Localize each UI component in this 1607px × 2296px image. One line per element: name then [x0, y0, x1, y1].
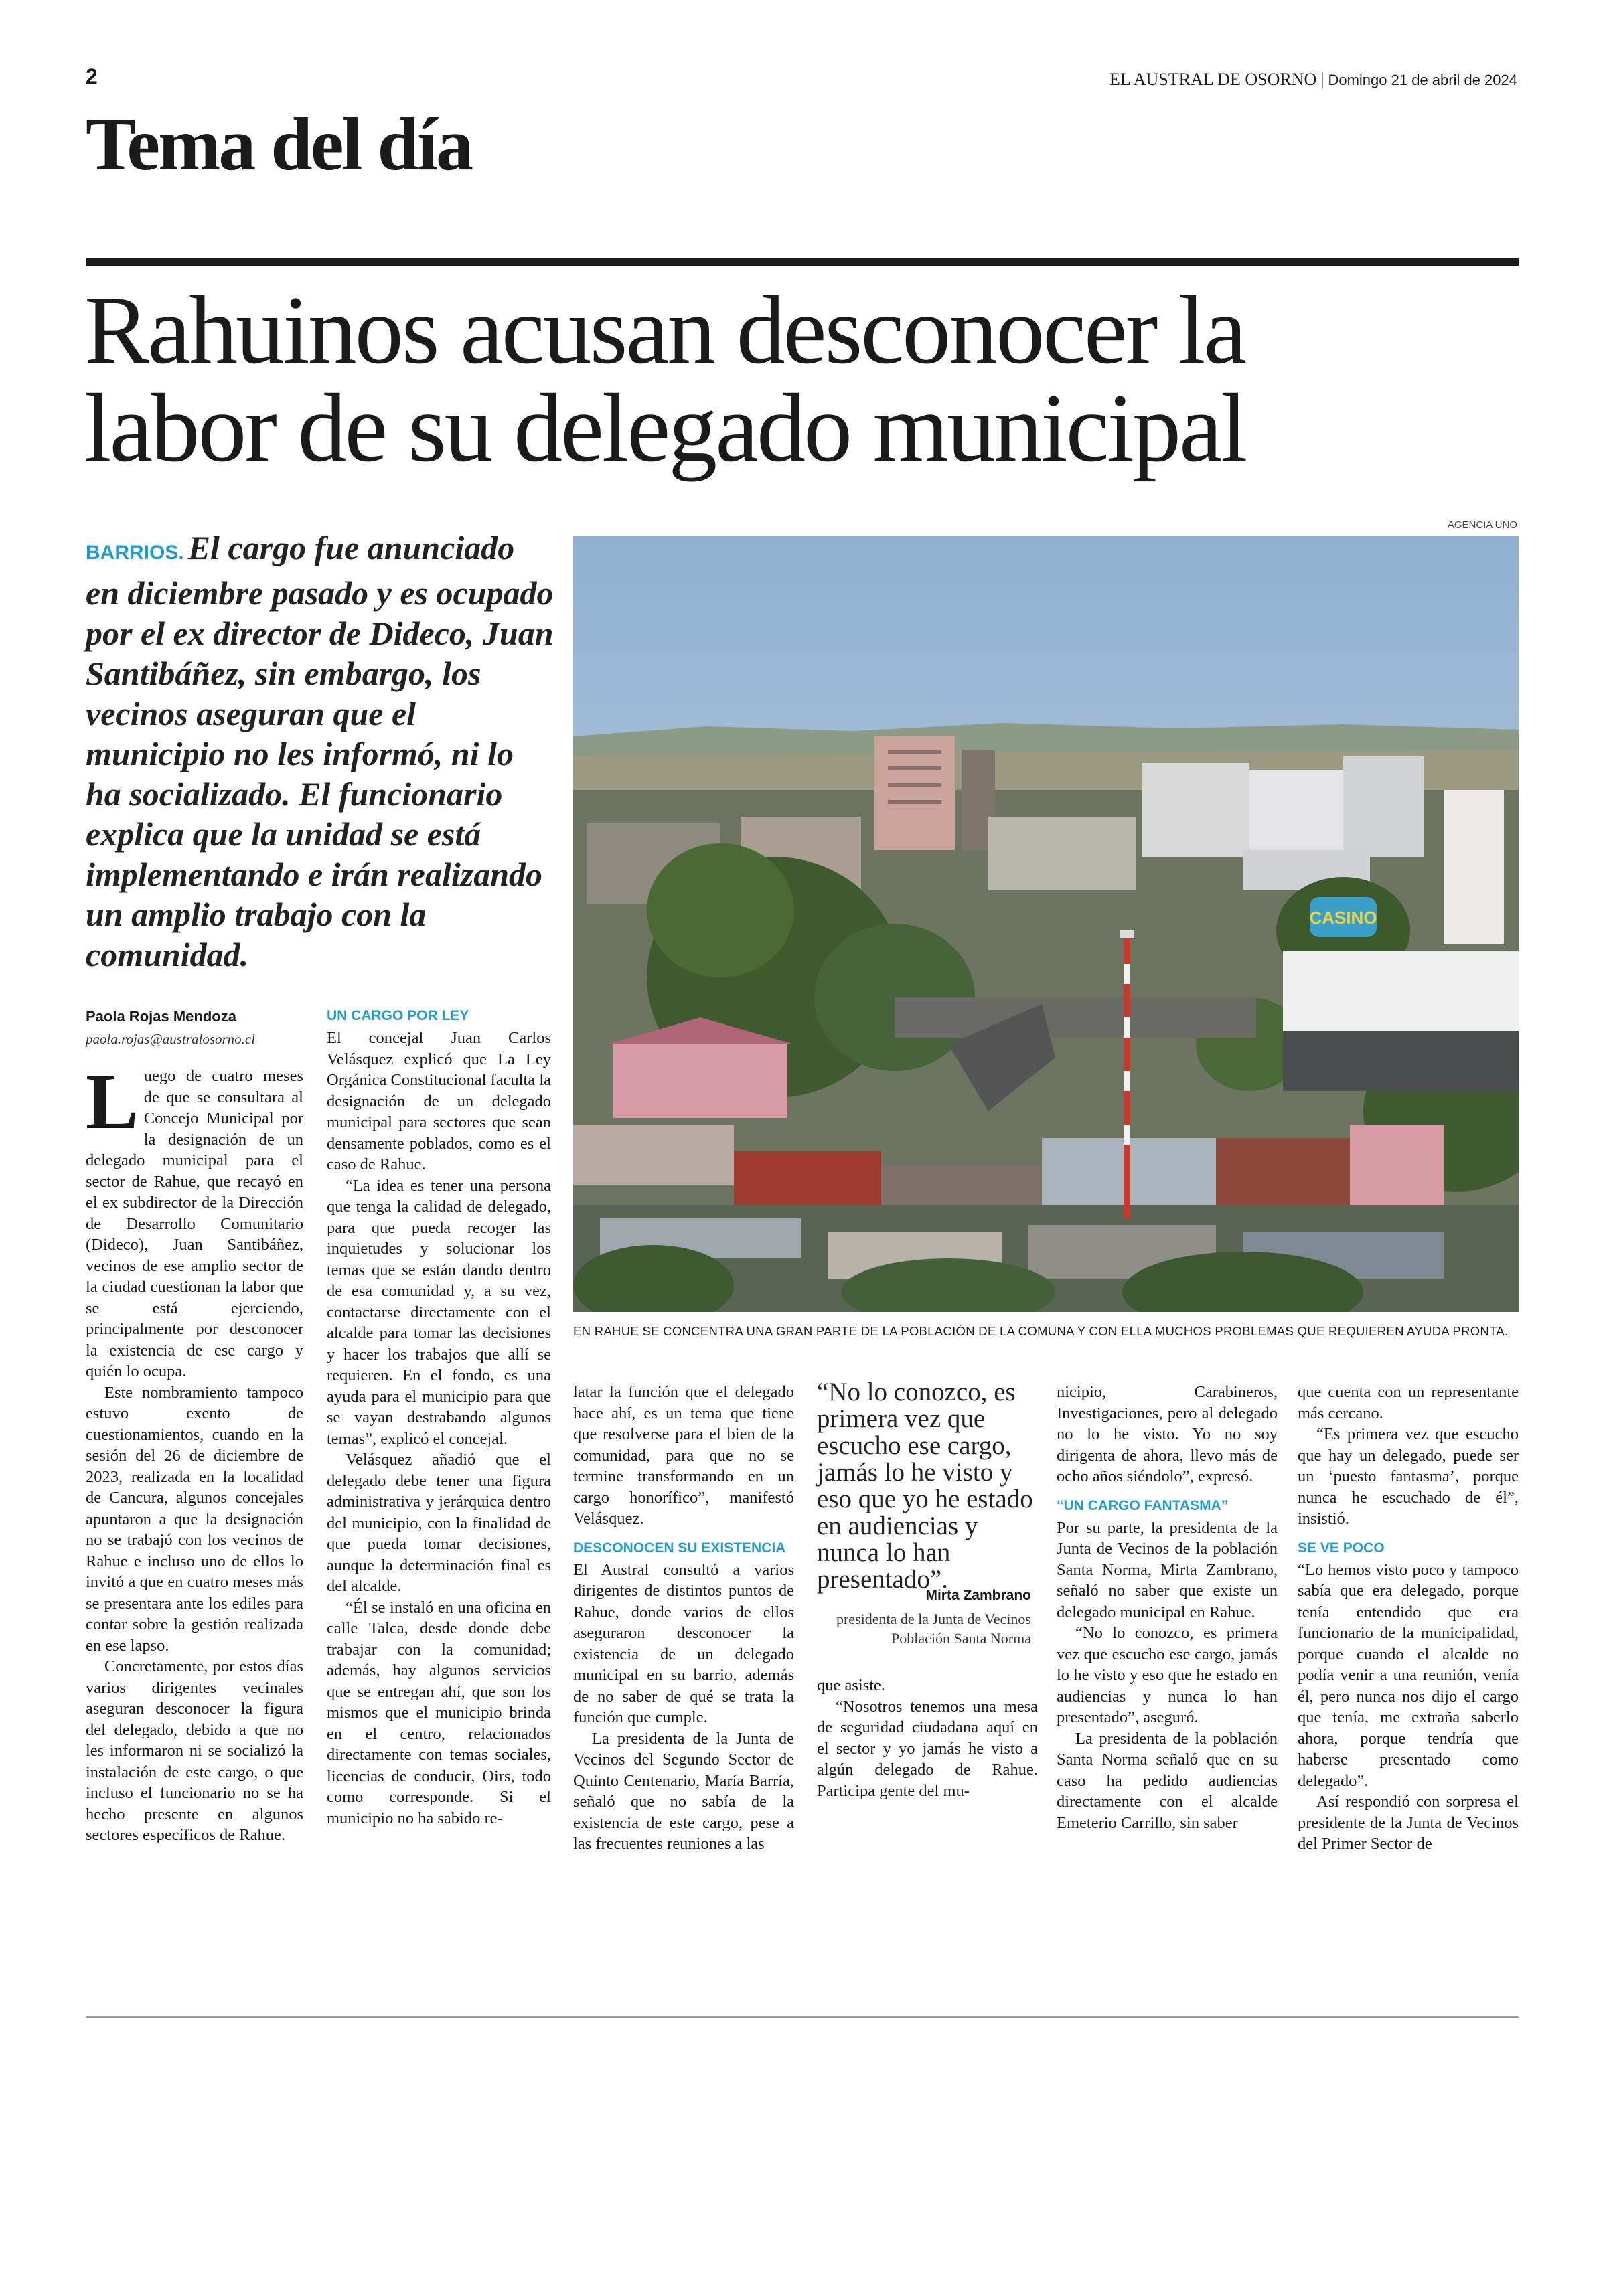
- section-title: Tema del día: [86, 103, 471, 186]
- paragraph: “La idea es tener una persona que tenga la calidad de delegado, para que pueda recoger las inquietudes y solucionar los temas que se están dando dentro de esa comunidad y, a su vez, contactarse directamente con el alcalde para tomar las decisiones y hacer los trabajos que allí se requieren. En el fondo, es una ayuda para el municipio para que se vayan destrabando algunos temas”, explicó el concejal.: [327, 1176, 551, 1448]
- headline: [84, 276, 1531, 482]
- paragraph: que cuenta con un representante más cercano.: [1298, 1383, 1519, 1422]
- author-email[interactable]: paola.rojas@australosorno.cl: [86, 1031, 256, 1047]
- body-column-6: [1298, 1382, 1519, 1855]
- paragraph: “Nosotros tenemos una mesa de seguridad ciudadana aquí en el sector y yo jamás he visto a algún delegado de Rahue. Participa gente del mu-: [817, 1697, 1038, 1800]
- lead-text: El cargo fue anunciado en diciembre pasado y es ocupado por el ex director de Dideco, Juan Santibáñez, sin embargo, los vecinos aseguran que el municipio no les informó, ni lo ha socializado. El funcionario explica que la unidad se está implementando e irán realizando un amplio trabajo con la comunidad.: [86, 529, 554, 973]
- paragraph: Este nombramiento tampoco estuvo exento de cuestionamientos, cuando en la sesión del 26 de diciembre de 2023, realizada en la localidad de Cancura, algunos concejales apuntaron a que la designación no se trabajó con los vecinos de Rahue e incluso uno de ellos lo invitó a que en cuatro meses más se presentara ante los ediles para contar sobre la gestión realizada en ese lapso.: [86, 1383, 303, 1655]
- body-column-2: [327, 1007, 551, 1829]
- paragraph: uego de cuatro meses de que se consultara al Concejo Municipal por la designación de un delegado municipal para el sector de Rahue, que recayó en el ex subdirector de la Dirección de Desarrollo Comunitario (Dideco), Juan Santibáñez, vecinos de ese amplio sector de la ciudad cuestionan la labor que se está ejerciendo, principalmente por desconocer la existencia de ese cargo y quién lo ocupa.: [86, 1067, 303, 1380]
- top-rule: [86, 258, 1519, 266]
- paragraph: “Es primera vez que escucho que hay un delegado, puede ser un ‘puesto fantasma’, porque nunca he escuchado de él”, insistió.: [1298, 1425, 1519, 1528]
- photo-credit: AGENCIA UNO: [1447, 519, 1517, 531]
- body-column-3: [573, 1382, 794, 1855]
- paragraph: “Lo hemos visto poco y tampoco sabía que era delegado, porque tenía entendido que era funcionario de la municipalidad, porque cuando el alcalde no podía venir a una reunión, venía él, pero nunca nos dijo el cargo que tenía, me extraña saberlo ahora, porque tendría que haberse presentado como delegado”.: [1298, 1560, 1519, 1790]
- paragraph: “Él se instaló en una oficina en calle Talca, desde donde debe trabajar con la comunidad; además, hay algunos servicios que se entregan ahí, que son los mismos que el municipio brinda en el centro, relacionados directamente con temas sociales, licencias de conducir, Oirs, todo como corresponde. Si el municipio no ha sabido re-: [327, 1598, 551, 1827]
- paragraph: El concejal Juan Carlos Velásquez explicó que La Ley Orgánica Constitucional faculta la designación de un delegado municipal para sectores que sean densamente poblados, como es el caso de Rahue.: [327, 1029, 551, 1173]
- drop-cap: L: [86, 1058, 139, 1145]
- subhead-desconocen-su-existencia: DESCONOCEN SU EXISTENCIA: [573, 1540, 786, 1556]
- author-name: Paola Rojas Mendoza: [86, 1008, 236, 1025]
- body-column-1: [86, 1058, 303, 1846]
- pull-quote: “No lo conozco, es primera vez que escucho ese cargo, jamás lo he visto y eso que yo he estado en audiencias y nunca lo han presentado”.: [817, 1378, 1033, 1594]
- publication-name: EL AUSTRAL DE OSORNO: [1109, 70, 1317, 89]
- bottom-rule: [86, 2016, 1519, 2018]
- paragraph: La presidenta de la Junta de Vecinos del Segundo Sector de Quinto Centenario, María Barría, señaló que no sabía de la existencia de este cargo, pese a las frecuentes reuniones a las: [573, 1729, 794, 1853]
- subhead-un-cargo-por-ley: UN CARGO POR LEY: [327, 1008, 469, 1023]
- publication-line: [1109, 70, 1517, 90]
- paragraph: Así respondió con sorpresa el presidente de la Junta de Vecinos del Primer Sector de: [1298, 1793, 1519, 1853]
- headline-line-1: Rahuinos acusan desconocer la: [84, 276, 1245, 384]
- body-column-4: [817, 1675, 1038, 1801]
- paragraph: El Austral consultó a varios dirigentes de distintos puntos de Rahue, donde varios de ellos aseguraron desconocer la existencia de un delegado municipal en su barrio, además de no saber de qué se trata la función que cumple.: [573, 1560, 794, 1726]
- quote-role: presidenta de la Junta de Vecinos Población Santa Norma: [836, 1611, 1031, 1647]
- lead-kicker: BARRIOS.: [86, 542, 184, 564]
- paragraph: La presidenta de la población Santa Norma señaló que en su caso ha pedido audiencias directamente con el alcalde Emeterio Carrillo, sin saber: [1057, 1729, 1278, 1832]
- paragraph: Por su parte, la presidenta de la Junta de Vecinos de la población Santa Norma, Mirta Zambrano, señaló no saber que existe un delegado municipal en Rahue.: [1057, 1518, 1278, 1621]
- paragraph: que asiste.: [817, 1676, 886, 1694]
- paragraph: nicipio, Carabineros, Investigaciones, pero al delegado no lo he visto. Yo no soy dirigenta de ahora, llevo más de ocho años siéndolo”, expresó.: [1057, 1383, 1278, 1485]
- headline-line-2: labor de su delegado municipal: [84, 374, 1246, 482]
- city-photo: [573, 536, 1519, 1312]
- lead-paragraph: [86, 527, 554, 975]
- paragraph: Velásquez añadió que el delegado debe tener una figura administrativa y jerárquica dentro del municipio, con la finalidad de que pueda tomar decisiones, aunque la determinación final es del alcalde.: [327, 1451, 551, 1595]
- page-number: 2: [86, 64, 98, 88]
- paragraph: “No lo conozco, es primera vez que escucho ese cargo, jamás lo he visto y eso que he estado en audiencias y nunca lo han presentado”, aseguró.: [1057, 1624, 1278, 1726]
- paragraph: Concretamente, por estos días varios dirigentes vecinales aseguran desconocer la figura del delegado, debido a que no les informaron ni se socializó la instalación de este cargo, o que incluso el funcionario no se ha hecho presente en algunos sectores específicos de Rahue.: [86, 1657, 303, 1844]
- subhead-se-ve-poco: SE VE POCO: [1298, 1540, 1385, 1556]
- publication-separator: |: [1320, 70, 1324, 89]
- subhead-un-cargo-fantasma: “UN CARGO FANTASMA”: [1057, 1497, 1229, 1513]
- photo-caption: EN RAHUE SE CONCENTRA UNA GRAN PARTE DE LA POBLACIÓN DE LA COMUNA Y CON ELLA MUCHOS PROBLEMAS QUE REQUIEREN AYUDA PRONTA.: [573, 1324, 1509, 1338]
- publication-date: Domingo 21 de abril de 2024: [1328, 72, 1517, 88]
- casino-sign: CASINO: [1309, 908, 1377, 928]
- quote-name: Mirta Zambrano: [925, 1588, 1031, 1603]
- body-column-5: [1057, 1382, 1278, 1833]
- paragraph: latar la función que el delegado hace ahí, es un tema que tiene que resolverse para el bien de la comunidad, para que no se termine transformando en un cargo honorífico”, manifestó Velásquez.: [573, 1383, 794, 1528]
